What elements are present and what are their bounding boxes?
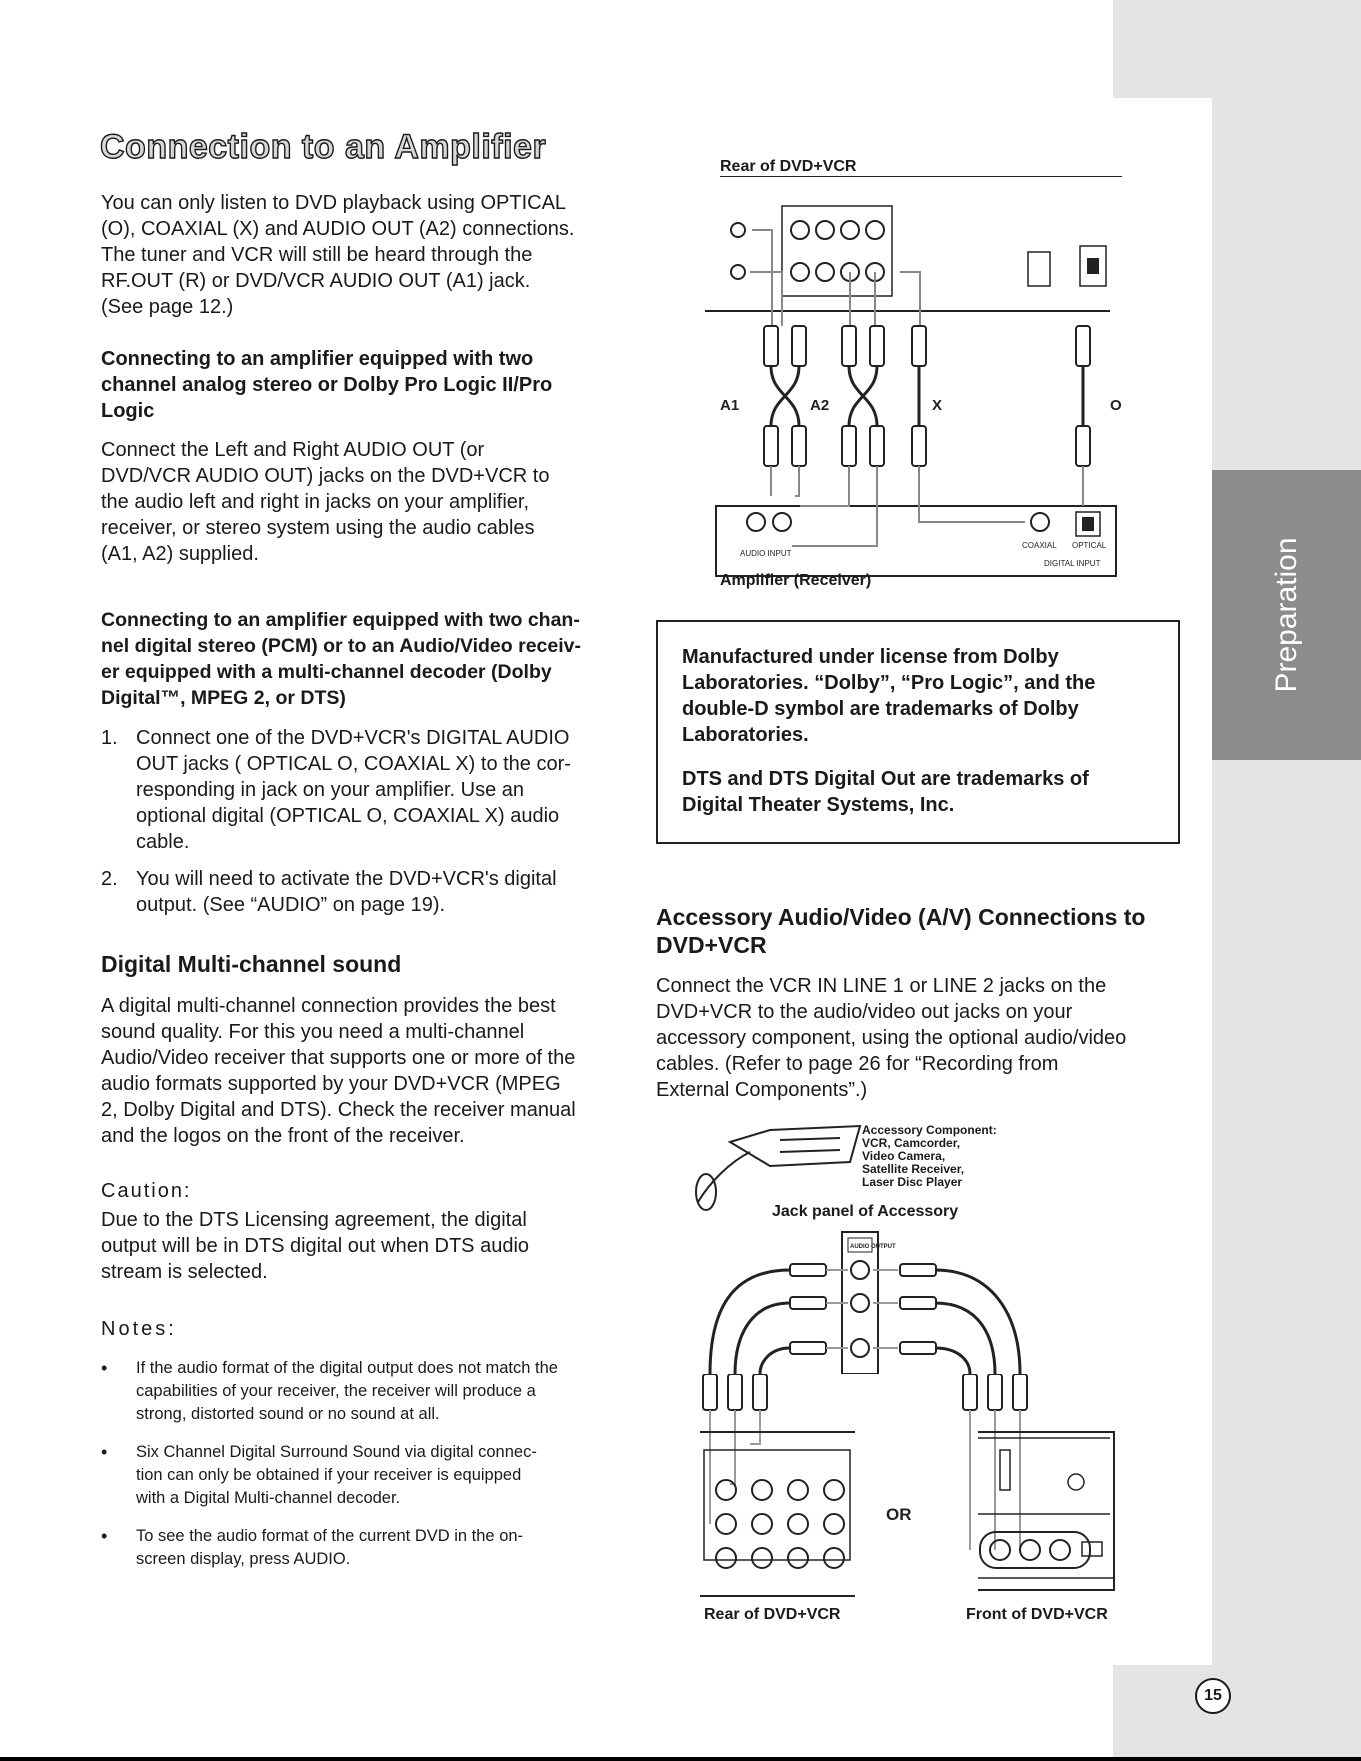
multichannel-body (101, 993, 641, 1149)
accessory-component-label (862, 1124, 997, 1189)
step-number: 2. (101, 868, 118, 890)
dts-trademark (682, 766, 1154, 818)
dolby-trademark (682, 644, 1154, 748)
av-body (656, 973, 1196, 1103)
body-line: A digital multi-channel connection provides the best (101, 995, 556, 1017)
note-line: Six Channel Digital Surround Sound via digital connec- (136, 1443, 537, 1461)
step-line: output. (See “AUDIO” on page 19). (136, 894, 446, 916)
analog-body (101, 437, 641, 567)
step-line: OUT jacks ( OPTICAL O, COAXIAL X) to the cor- (136, 753, 571, 775)
heading-line: nel digital stereo (PCM) or to an Audio/Video receiv- (101, 635, 581, 657)
step-line: optional digital (OPTICAL O, COAXIAL X) audio (136, 805, 560, 827)
accessory-device-icon (696, 1126, 860, 1210)
tm-line: Laboratories. (682, 724, 809, 746)
body-line: Audio/Video receiver that supports one or more of the (101, 1047, 576, 1069)
body-line: receiver, or stereo system using the audio cables (101, 517, 535, 539)
body-line: output will be in DTS digital out when DTS audio (101, 1235, 530, 1257)
multichannel-heading: Digital Multi-channel sound (101, 951, 402, 977)
body-line: and the logos on the front of the receiver. (101, 1125, 465, 1147)
note-item (101, 1357, 641, 1426)
label-line: Laser Disc Player (862, 1175, 963, 1189)
bullet-icon: • (101, 1526, 108, 1546)
note-line: tion can only be obtained if your receiver is equipped (136, 1466, 522, 1484)
coaxial-label: COAXIAL (1022, 541, 1057, 550)
body-line: the audio left and right in jacks on your amplifier, (101, 491, 530, 513)
intro-line: RF.OUT (R) or DVD/VCR AUDIO OUT (A1) jack. (101, 270, 531, 292)
rear-dvdvcr-label: Rear of DVD+VCR (720, 158, 857, 175)
sidebar-band (1212, 98, 1361, 1761)
heading-line: channel analog stereo or Dolby Pro Logic II/Pro (101, 374, 553, 396)
body-line: (A1, A2) supplied. (101, 543, 259, 565)
tm-line: double-D symbol are trademarks of Dolby (682, 698, 1079, 720)
body-line: stream is selected. (101, 1261, 268, 1283)
digital-heading (101, 607, 641, 711)
audio-output-label: AUDIO OUTPUT (850, 1244, 896, 1250)
heading-line: Accessory Audio/Video (A/V) Connections to (656, 904, 1146, 930)
step-number: 1. (101, 727, 118, 749)
note-item (101, 1525, 641, 1571)
body-line: accessory component, using the optional audio/video (656, 1027, 1127, 1049)
step-line: Connect one of the DVD+VCR's DIGITAL AUDIO (136, 727, 570, 749)
bullet-icon: • (101, 1442, 108, 1462)
digital-input-label: DIGITAL INPUT (1044, 559, 1101, 568)
heading-line: Connecting to an amplifier equipped with two (101, 348, 534, 370)
cable-a2-label: A2 (810, 397, 830, 414)
body-line: Connect the VCR IN LINE 1 or LINE 2 jacks on the (656, 975, 1107, 997)
intro-line: (O), COAXIAL (X) and AUDIO OUT (A2) connections. (101, 218, 575, 240)
note-line: with a Digital Multi-channel decoder. (136, 1489, 401, 1507)
step-2 (101, 866, 641, 918)
bottom-rule (0, 1757, 1361, 1761)
label-line: VCR, Camcorder, (862, 1136, 961, 1150)
intro-line: The tuner and VCR will still be heard through the (101, 244, 533, 266)
cable-a1-label: A1 (720, 397, 740, 414)
av-heading (656, 903, 1196, 959)
note-line: If the audio format of the digital output does not match the (136, 1359, 558, 1377)
tm-line: DTS and DTS Digital Out are trademarks of (682, 768, 1089, 790)
body-line: sound quality. For this you need a multi-channel (101, 1021, 525, 1043)
body-line: audio formats supported by your DVD+VCR (MPEG (101, 1073, 561, 1095)
intro-line: You can only listen to DVD playback using OPTICAL (101, 192, 567, 214)
note-line: capabilities of your receiver, the receiver will produce a (136, 1382, 536, 1400)
intro-line: (See page 12.) (101, 296, 234, 318)
page-title: Connection to an Amplifier (100, 128, 547, 166)
audio-input-label: AUDIO INPUT (740, 549, 792, 558)
section-tab (1212, 470, 1361, 760)
step-line: cable. (136, 831, 190, 853)
tm-line: Digital Theater Systems, Inc. (682, 794, 955, 816)
body-line: cables. (Refer to page 26 for “Recording from (656, 1053, 1059, 1075)
heading-line: Logic (101, 400, 155, 422)
body-line: External Components”.) (656, 1079, 868, 1101)
label-line: Video Camera, (862, 1149, 946, 1163)
body-line: 2, Dolby Digital and DTS). Check the receiver manual (101, 1099, 576, 1121)
body-line: DVD/VCR AUDIO OUT) jacks on the DVD+VCR to (101, 465, 550, 487)
page-number: 15 (1195, 1678, 1231, 1714)
or-label: OR (886, 1505, 912, 1524)
trademark-notice (656, 620, 1180, 844)
intro-paragraph (101, 190, 641, 320)
label-line: Satellite Receiver, (862, 1162, 965, 1176)
caution-label: Caution: (101, 1180, 192, 1202)
step-line: responding in jack on your amplifier. Use an (136, 779, 524, 801)
body-line: Due to the DTS Licensing agreement, the digital (101, 1209, 527, 1231)
heading-line: Connecting to an amplifier equipped with two chan- (101, 609, 580, 631)
notes-label: Notes: (101, 1318, 177, 1340)
dvdvcr-panels-diagram (690, 1374, 1130, 1614)
heading-line: DVD+VCR (656, 932, 767, 958)
label-line: Accessory Component: (862, 1123, 997, 1137)
note-item (101, 1441, 641, 1510)
jack-panel-label: Jack panel of Accessory (772, 1203, 959, 1220)
cable-x-label: X (932, 397, 943, 414)
optical-label: OPTICAL (1072, 541, 1107, 550)
heading-line: Digital™, MPEG 2, or DTS) (101, 687, 346, 709)
bullet-icon: • (101, 1358, 108, 1378)
heading-line: er equipped with a multi-channel decoder (Dolby (101, 661, 552, 683)
body-line: Connect the Left and Right AUDIO OUT (or (101, 439, 485, 461)
step-1 (101, 725, 641, 855)
step-line: You will need to activate the DVD+VCR's digital (136, 868, 557, 890)
front-dvdvcr-label: Front of DVD+VCR (966, 1606, 1108, 1623)
analog-heading (101, 346, 641, 424)
note-line: screen display, press AUDIO. (136, 1550, 351, 1568)
amplifier-label: Amplifier (Receiver) (720, 572, 872, 589)
amplifier-connection-diagram (700, 176, 1125, 586)
body-line: DVD+VCR to the audio/video out jacks on your (656, 1001, 1073, 1023)
rear-dvdvcr-label-2: Rear of DVD+VCR (704, 1606, 841, 1623)
section-tab-label: Preparation (1269, 537, 1303, 693)
tm-line: Laboratories. “Dolby”, “Pro Logic”, and the (682, 672, 1096, 694)
sidebar-top-band (1113, 0, 1361, 98)
sidebar-bottom-band (1113, 1665, 1361, 1761)
note-line: To see the audio format of the current DVD in the on- (136, 1527, 524, 1545)
tm-line: Manufactured under license from Dolby (682, 646, 1059, 668)
cable-o-label: O (1110, 397, 1122, 414)
note-line: strong, distorted sound or no sound at all. (136, 1405, 440, 1423)
caution-body (101, 1207, 641, 1285)
